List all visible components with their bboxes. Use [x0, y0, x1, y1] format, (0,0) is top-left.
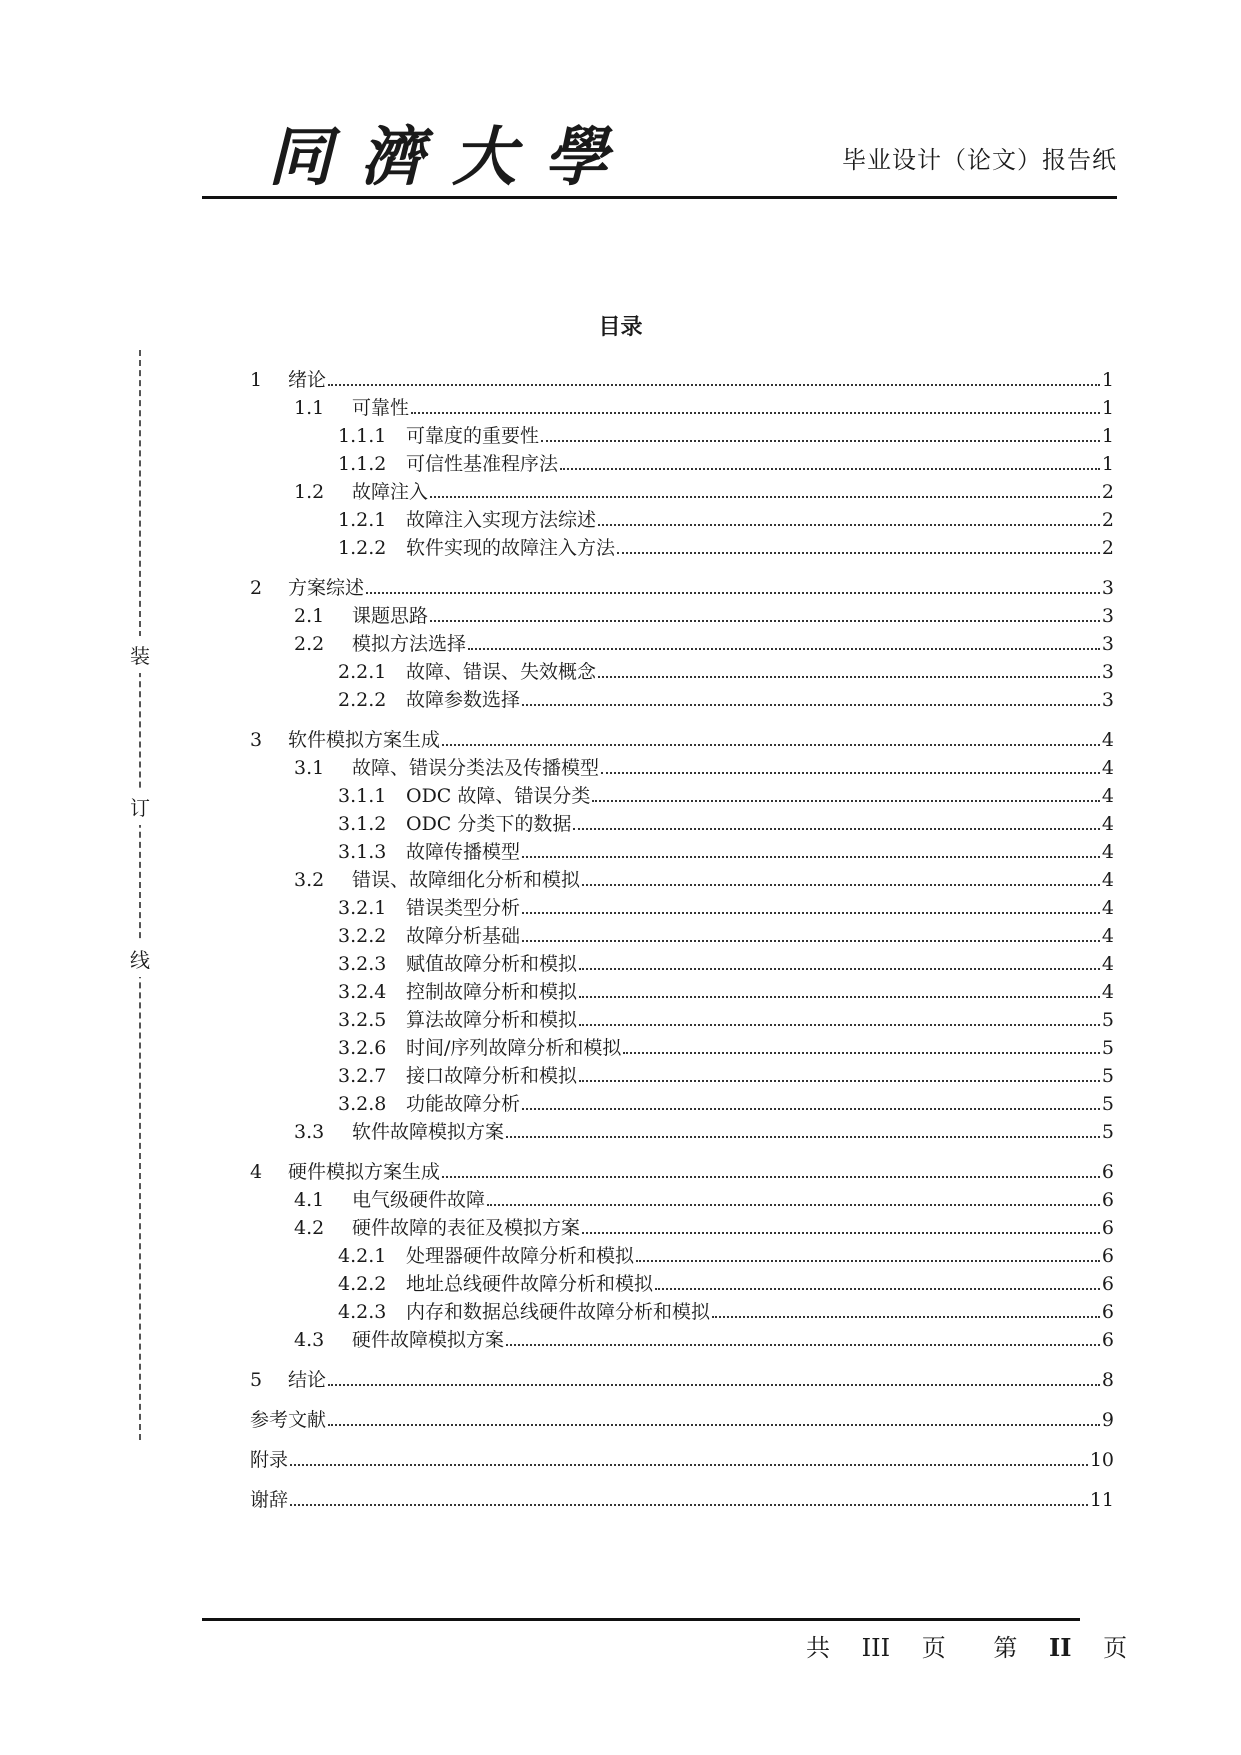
toc-entry-number: 3.1.2	[338, 813, 387, 835]
toc-entry[interactable]	[250, 724, 1114, 752]
toc-entry[interactable]	[250, 532, 1114, 560]
toc-entry[interactable]	[250, 1156, 1114, 1184]
toc-entry-title: 电气级硬件故障	[352, 1189, 486, 1211]
toc-entry-title: 可靠性	[352, 397, 410, 419]
toc-entry[interactable]	[250, 392, 1114, 420]
toc-leader-dots	[579, 967, 1100, 970]
toc-leader-dots	[579, 1079, 1100, 1082]
toc-leader-dots	[468, 647, 1100, 650]
toc-entry-page: 5	[1101, 1121, 1114, 1143]
toc-entry-title: 可信性基准程序法	[406, 453, 559, 475]
binding-char-zhuang: 装	[128, 636, 152, 673]
toc-leader-dots	[712, 1315, 1100, 1318]
toc-entry[interactable]	[250, 948, 1114, 976]
toc-leader-dots	[290, 1503, 1088, 1506]
toc-entry-title: 故障传播模型	[406, 841, 521, 863]
toc-entry-number: 4	[250, 1161, 263, 1183]
toc-entry-title: 故障分析基础	[406, 925, 521, 947]
toc-entry-title: 参考文献	[250, 1409, 327, 1431]
toc-entry-number: 2.2	[294, 633, 325, 655]
toc-entry-number: 3.2.3	[338, 953, 387, 975]
toc-leader-dots	[290, 1463, 1088, 1466]
toc-entry-title: 赋值故障分析和模拟	[406, 953, 578, 975]
toc-entry-number: 3.1.3	[338, 841, 387, 863]
toc-entry-title: 硬件故障模拟方案	[352, 1329, 505, 1351]
binding-char-ding: 订	[128, 788, 152, 825]
toc-leader-dots	[592, 799, 1100, 802]
toc-leader-dots	[598, 523, 1100, 526]
page-footer	[806, 1628, 1145, 1663]
toc-leader-dots	[582, 883, 1100, 886]
toc-entry-number: 4.1	[294, 1189, 325, 1211]
toc-entry-number: 4.2.1	[338, 1245, 387, 1267]
toc-entry-title: 内存和数据总线硬件故障分析和模拟	[406, 1301, 711, 1323]
toc-entry-page: 4	[1101, 981, 1114, 1003]
toc-entry-number: 5	[250, 1369, 263, 1391]
toc-leader-dots	[430, 495, 1100, 498]
binding-char-xian: 线	[128, 940, 152, 977]
header-rule	[202, 196, 1117, 199]
toc-entry-page: 6	[1101, 1273, 1114, 1295]
toc-leader-dots	[506, 1343, 1100, 1346]
toc-entry[interactable]	[250, 684, 1114, 712]
toc-entry-page: 5	[1101, 1093, 1114, 1115]
toc-entry-number: 3.1	[294, 757, 325, 779]
toc-leader-dots	[579, 995, 1100, 998]
toc-entry[interactable]	[250, 1444, 1114, 1472]
toc-leader-dots	[328, 383, 1100, 386]
toc-entry[interactable]	[250, 1296, 1114, 1324]
toc-entry[interactable]	[250, 836, 1114, 864]
binding-line	[139, 350, 143, 1440]
toc-entry-number: 1.1	[294, 397, 325, 419]
toc-entry-page: 6	[1101, 1329, 1114, 1351]
toc-entry-page: 9	[1101, 1409, 1114, 1431]
toc-leader-dots	[328, 1423, 1100, 1426]
toc-leader-dots	[522, 855, 1100, 858]
toc-entry-title: 地址总线硬件故障分析和模拟	[406, 1273, 654, 1295]
toc-entry-page: 3	[1101, 577, 1114, 599]
toc-entry-page: 2	[1101, 537, 1114, 559]
toc-entry-title: 软件实现的故障注入方法	[406, 537, 616, 559]
toc-entry-number: 1.2	[294, 481, 325, 503]
toc-entry-number: 4.3	[294, 1329, 325, 1351]
footer-current-page: II	[1049, 1633, 1072, 1662]
toc-entry-title: 硬件模拟方案生成	[288, 1161, 441, 1183]
toc-entry-number: 1.1.1	[338, 425, 387, 447]
toc-entry[interactable]	[250, 1212, 1114, 1240]
toc-entry-title: 硬件故障的表征及模拟方案	[352, 1217, 581, 1239]
toc-entry-number: 1	[250, 369, 263, 391]
toc-entry-page: 1	[1101, 425, 1114, 447]
toc-entry-number: 3.2.2	[338, 925, 387, 947]
toc-entry-title: ODC 故障、错误分类	[406, 785, 591, 807]
toc-leader-dots	[598, 675, 1100, 678]
toc-entry[interactable]	[250, 1268, 1114, 1296]
toc-entry-number: 3.2	[294, 869, 325, 891]
toc-entry-number: 2.2.1	[338, 661, 387, 683]
toc-entry-title: 故障、错误、失效概念	[406, 661, 597, 683]
toc-leader-dots	[522, 703, 1100, 706]
toc-leader-dots	[623, 1051, 1100, 1054]
toc-entry-page: 4	[1101, 729, 1114, 751]
toc-entry-number: 1.2.1	[338, 509, 387, 531]
toc-leader-dots	[522, 939, 1100, 942]
toc-entry-page: 6	[1101, 1189, 1114, 1211]
toc-entry-page: 4	[1101, 757, 1114, 779]
toc-entry-page: 5	[1101, 1037, 1114, 1059]
footer-current-label: 第	[993, 1634, 1018, 1662]
toc-leader-dots	[579, 1023, 1100, 1026]
toc-entry-title: 故障参数选择	[406, 689, 521, 711]
toc-entry-title: 控制故障分析和模拟	[406, 981, 578, 1003]
toc-entry[interactable]	[250, 448, 1114, 476]
toc-entry-page: 10	[1089, 1449, 1114, 1471]
toc-entry-number: 3.3	[294, 1121, 325, 1143]
toc-entry-title: 错误、故障细化分析和模拟	[352, 869, 581, 891]
toc-entry-page: 5	[1101, 1009, 1114, 1031]
toc-entry-page: 2	[1101, 509, 1114, 531]
toc-entry-page: 1	[1101, 369, 1114, 391]
toc-entry-page: 6	[1101, 1161, 1114, 1183]
toc-entry-page: 2	[1101, 481, 1114, 503]
toc-entry-number: 3.2.6	[338, 1037, 387, 1059]
toc-entry-title: 故障注入	[352, 481, 429, 503]
toc-entry-page: 4	[1101, 785, 1114, 807]
toc-entry-number: 1.1.2	[338, 453, 387, 475]
toc-entry-page: 4	[1101, 925, 1114, 947]
toc-entry-page: 4	[1101, 953, 1114, 975]
toc-entry-page: 4	[1101, 841, 1114, 863]
toc-entry-page: 4	[1101, 813, 1114, 835]
toc-entry-title: 接口故障分析和模拟	[406, 1065, 578, 1087]
toc-entry-title: 模拟方法选择	[352, 633, 467, 655]
toc-entry-page: 4	[1101, 897, 1114, 919]
toc-entry-number: 2	[250, 577, 263, 599]
toc-entry-number: 1.2.2	[338, 537, 387, 559]
toc-title: 目录	[598, 315, 643, 340]
toc-entry-page: 3	[1101, 689, 1114, 711]
footer-rule	[202, 1618, 1080, 1621]
toc-entry-number: 3	[250, 729, 263, 751]
toc-entry[interactable]	[250, 600, 1114, 628]
toc-entry[interactable]	[250, 572, 1114, 600]
toc-entry[interactable]	[250, 1364, 1114, 1392]
toc-leader-dots	[573, 827, 1100, 830]
toc-entry[interactable]	[250, 780, 1114, 808]
toc-entry-number: 3.1.1	[338, 785, 387, 807]
toc-leader-dots	[522, 1107, 1100, 1110]
toc-entry[interactable]	[250, 420, 1114, 448]
toc-entry[interactable]	[250, 1184, 1114, 1212]
toc-entry[interactable]	[250, 476, 1114, 504]
toc-entry-page: 3	[1101, 633, 1114, 655]
toc-entry-title: 谢辞	[250, 1489, 289, 1511]
toc-entry[interactable]	[250, 1484, 1114, 1512]
toc-entry-title: 故障注入实现方法综述	[406, 509, 597, 531]
toc-entry[interactable]	[250, 504, 1114, 532]
toc-entry-title: 算法故障分析和模拟	[406, 1009, 578, 1031]
toc-entry[interactable]	[250, 1116, 1114, 1144]
toc-entry-title: 错误类型分析	[406, 897, 521, 919]
toc-leader-dots	[442, 1175, 1100, 1178]
toc-entry-page: 4	[1101, 869, 1114, 891]
toc-leader-dots	[617, 551, 1100, 554]
table-of-contents	[250, 364, 1114, 1512]
toc-entry-title: 可靠度的重要性	[406, 425, 540, 447]
toc-entry-title: 软件模拟方案生成	[288, 729, 441, 751]
toc-entry[interactable]	[250, 1404, 1114, 1432]
toc-entry-title: 附录	[250, 1449, 289, 1471]
toc-entry[interactable]	[250, 1004, 1114, 1032]
toc-entry-page: 6	[1101, 1301, 1114, 1323]
toc-entry[interactable]	[250, 1240, 1114, 1268]
toc-leader-dots	[366, 591, 1100, 594]
toc-entry-number: 3.2.4	[338, 981, 387, 1003]
footer-current-unit: 页	[1103, 1634, 1128, 1662]
toc-entry-page: 6	[1101, 1217, 1114, 1239]
toc-leader-dots	[582, 1231, 1100, 1234]
toc-entry-number: 4.2.3	[338, 1301, 387, 1323]
toc-entry-number: 4.2	[294, 1217, 325, 1239]
toc-entry-page: 8	[1101, 1369, 1114, 1391]
toc-entry[interactable]	[250, 892, 1114, 920]
toc-entry-title: 故障、错误分类法及传播模型	[352, 757, 600, 779]
toc-entry[interactable]	[250, 1088, 1114, 1116]
toc-entry-number: 2.1	[294, 605, 325, 627]
toc-entry[interactable]	[250, 1060, 1114, 1088]
toc-entry[interactable]	[250, 1324, 1114, 1352]
toc-entry-number: 2.2.2	[338, 689, 387, 711]
toc-leader-dots	[636, 1259, 1100, 1262]
toc-leader-dots	[442, 743, 1100, 746]
toc-entry-title: 软件故障模拟方案	[352, 1121, 505, 1143]
toc-entry-page: 1	[1101, 453, 1114, 475]
toc-entry-title: 课题思路	[352, 605, 429, 627]
header-subtitle: 毕业设计（论文）报告纸	[842, 146, 1117, 174]
toc-leader-dots	[655, 1287, 1100, 1290]
toc-entry[interactable]	[250, 864, 1114, 892]
toc-entry-number: 3.2.1	[338, 897, 387, 919]
toc-leader-dots	[328, 1383, 1100, 1386]
toc-leader-dots	[506, 1135, 1100, 1138]
toc-entry[interactable]	[250, 808, 1114, 836]
toc-entry-title: ODC 分类下的数据	[406, 813, 572, 835]
toc-leader-dots	[560, 467, 1100, 470]
toc-leader-dots	[522, 911, 1100, 914]
toc-entry-number: 3.2.7	[338, 1065, 387, 1087]
toc-entry-number: 4.2.2	[338, 1273, 387, 1295]
toc-entry-title: 绪论	[288, 369, 327, 391]
toc-entry-number: 3.2.8	[338, 1093, 387, 1115]
toc-leader-dots	[487, 1203, 1100, 1206]
toc-entry-title: 处理器硬件故障分析和模拟	[406, 1245, 635, 1267]
toc-entry-page: 1	[1101, 397, 1114, 419]
toc-entry[interactable]	[250, 628, 1114, 656]
toc-entry-title: 功能故障分析	[406, 1093, 521, 1115]
toc-entry-page: 11	[1089, 1489, 1114, 1511]
toc-leader-dots	[411, 411, 1100, 414]
toc-entry[interactable]	[250, 976, 1114, 1004]
toc-entry-page: 6	[1101, 1245, 1114, 1267]
footer-total-unit: 页	[921, 1634, 946, 1662]
toc-leader-dots	[541, 439, 1100, 442]
toc-entry-page: 3	[1101, 661, 1114, 683]
toc-entry[interactable]	[250, 920, 1114, 948]
toc-entry[interactable]	[250, 364, 1114, 392]
toc-entry[interactable]	[250, 656, 1114, 684]
toc-entry-page: 3	[1101, 605, 1114, 627]
toc-entry[interactable]	[250, 752, 1114, 780]
footer-total-label: 共	[806, 1634, 830, 1662]
toc-entry-title: 时间/序列故障分析和模拟	[406, 1037, 622, 1059]
toc-entry-title: 方案综述	[288, 577, 365, 599]
toc-leader-dots	[601, 771, 1100, 774]
toc-entry-page: 5	[1101, 1065, 1114, 1087]
toc-entry[interactable]	[250, 1032, 1114, 1060]
footer-total-pages: III	[861, 1634, 891, 1662]
toc-entry-number: 3.2.5	[338, 1009, 387, 1031]
toc-leader-dots	[430, 619, 1100, 622]
university-logo: 同濟大學	[268, 120, 636, 195]
toc-entry-title: 结论	[288, 1369, 327, 1391]
